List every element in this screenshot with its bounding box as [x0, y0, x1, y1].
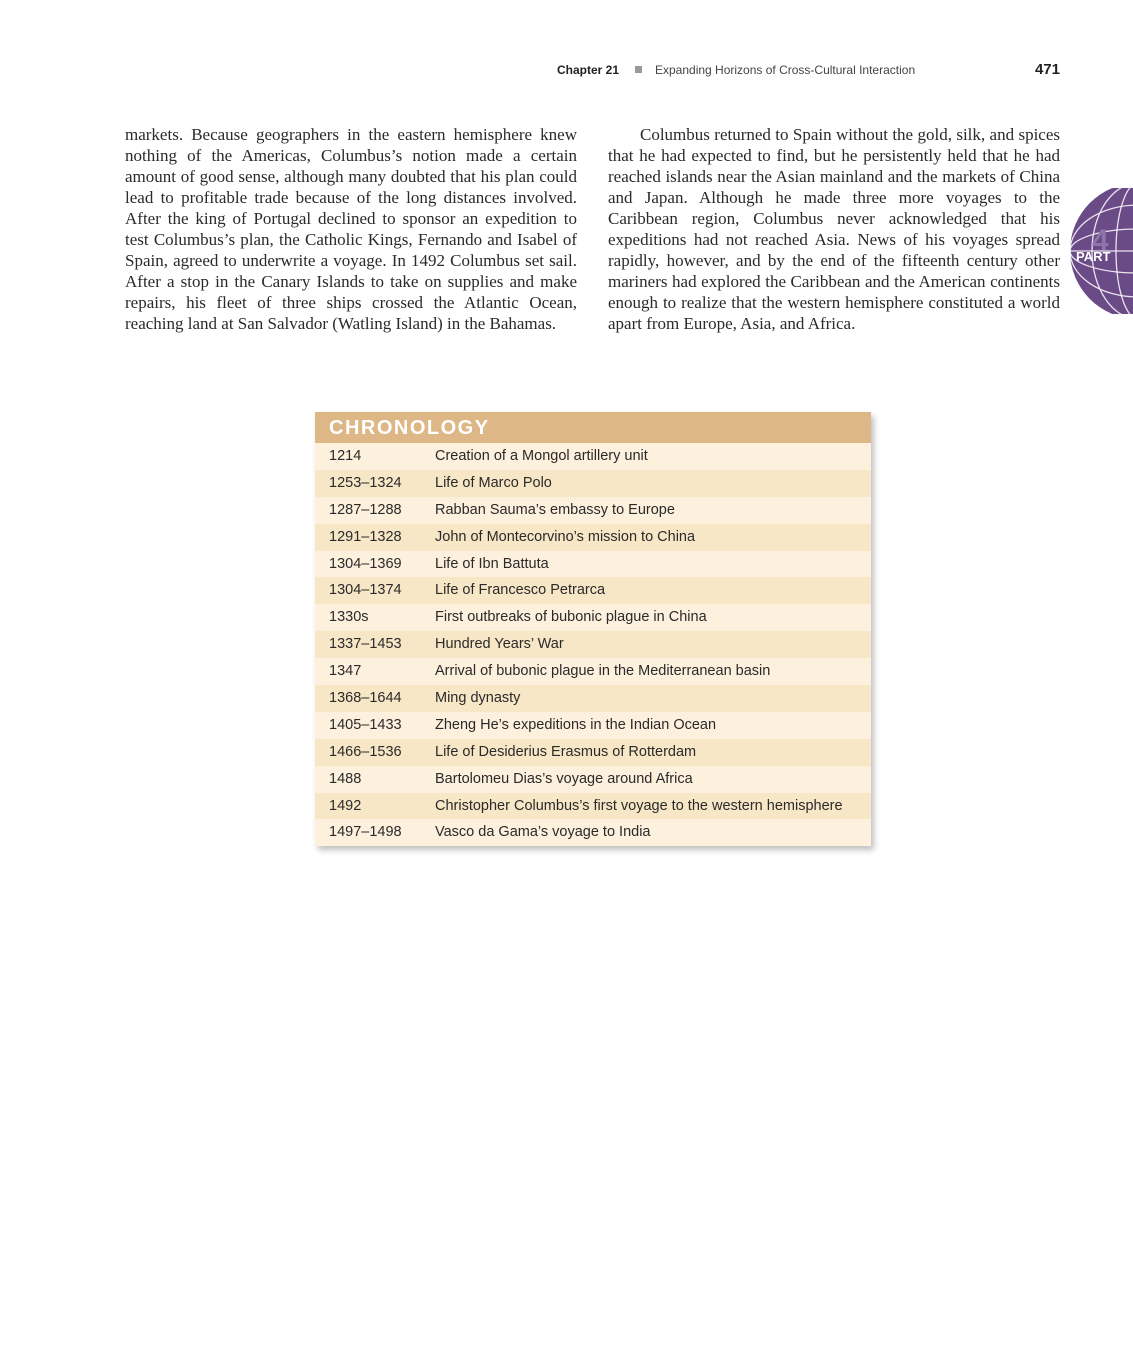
part-label: PART [1076, 249, 1111, 264]
chronology-date: 1488 [329, 770, 362, 787]
chronology-event: Bartolomeu Dias’s voyage around Africa [435, 770, 693, 787]
chronology-event: Christopher Columbus’s first voyage to the western hemisphere [435, 797, 843, 814]
chronology-date: 1291–1328 [329, 528, 402, 545]
body-column-left [125, 124, 577, 334]
chronology-row [315, 658, 871, 685]
chronology-row [315, 819, 871, 846]
chronology-date: 1214 [329, 448, 362, 464]
chronology-date: 1253–1324 [329, 474, 402, 491]
part-number: 4 [1092, 224, 1109, 257]
chronology-row [315, 793, 871, 820]
chronology-date: 1368–1644 [329, 690, 402, 707]
chronology-date: 1492 [329, 797, 362, 814]
chronology-row [315, 739, 871, 766]
chronology-date: 1330s [329, 609, 369, 626]
chronology-event: John of Montecorvino’s mission to China [435, 528, 696, 545]
chronology-box [315, 412, 871, 846]
running-head [557, 61, 1060, 81]
chronology-event: Zheng He’s expeditions in the Indian Ocean [435, 716, 717, 733]
chronology-event: Life of Marco Polo [435, 474, 552, 491]
chronology-date: 1287–1288 [329, 501, 402, 518]
chronology-date: 1304–1374 [329, 582, 402, 599]
chronology-row [315, 631, 871, 658]
chapter-title: Expanding Horizons of Cross-Cultural Interaction [655, 63, 916, 77]
separator-square-icon [635, 66, 642, 73]
chronology-event: Creation of a Mongol artillery unit [435, 448, 648, 464]
chronology-row [315, 470, 871, 497]
chronology-event: Ming dynasty [435, 690, 521, 707]
chronology-event: Vasco da Gama’s voyage to India [435, 824, 651, 841]
chronology-row [315, 524, 871, 551]
chronology-row [315, 766, 871, 793]
body-paragraph: Columbus returned to Spain without the gold, silk, and spices that he had expected to find, but he persistently held that he had reached islands near the Asian mainland and the markets of China and Japan. Although he made three more voyages to the Caribbean region, Columbus never acknowledged that his expeditions had not reached Asia. News of his voyages spread rapidly, however, and by the end of the fifteenth century other mariners had explored the Caribbean and the American continents enough to realize that the western hemisphere constituted a world apart from Europe, Asia, and Africa. [608, 125, 1060, 333]
chronology-row [315, 712, 871, 739]
chapter-label: Chapter 21 [557, 63, 620, 77]
chronology-date: 1466–1536 [329, 743, 402, 760]
part-tab [1068, 188, 1133, 314]
chronology-date: 1304–1369 [329, 555, 402, 572]
chronology-date: 1497–1498 [329, 824, 402, 841]
chronology-row [315, 685, 871, 712]
chronology-row [315, 497, 871, 524]
chronology-event: Arrival of bubonic plague in the Mediterranean basin [435, 663, 771, 680]
chronology-event: Life of Ibn Battuta [435, 555, 549, 572]
chronology-event: First outbreaks of bubonic plague in China [435, 609, 707, 626]
chronology-event: Life of Francesco Petrarca [435, 582, 606, 599]
chronology-row [315, 604, 871, 631]
chronology-title: CHRONOLOGY [315, 412, 871, 443]
chronology-row [315, 577, 871, 604]
chronology-date: 1405–1433 [329, 716, 402, 733]
chronology-date: 1337–1453 [329, 636, 402, 653]
chronology-event: Hundred Years’ War [435, 636, 564, 653]
page-number: 471 [1034, 61, 1060, 78]
body-paragraph: markets. Because geographers in the eastern hemisphere knew nothing of the Americas, Columbus’s notion made a certain amount of good sense, although many doubted that his plan could lead to profitable trade because of the long distances involved. After the king of Portugal declined to sponsor an expedition to test Columbus’s plan, the Catholic Kings, Fernando and Isabel of Spain, agreed to underwrite a voyage. In 1492 Columbus set sail. After a stop in the Canary Islands to take on supplies and make repairs, his fleet of three ships crossed the Atlantic Ocean, reaching land at San Salvador (Watling Island) in the Bahamas. [125, 125, 577, 333]
chronology-event: Life of Desiderius Erasmus of Rotterdam [435, 743, 697, 760]
chronology-event: Rabban Sauma’s embassy to Europe [435, 501, 675, 518]
chronology-row [315, 443, 871, 470]
chronology-row [315, 551, 871, 578]
body-column-right [608, 124, 1060, 334]
chronology-rows [315, 443, 871, 846]
chronology-date: 1347 [329, 663, 362, 680]
globe-icon [1068, 188, 1133, 314]
